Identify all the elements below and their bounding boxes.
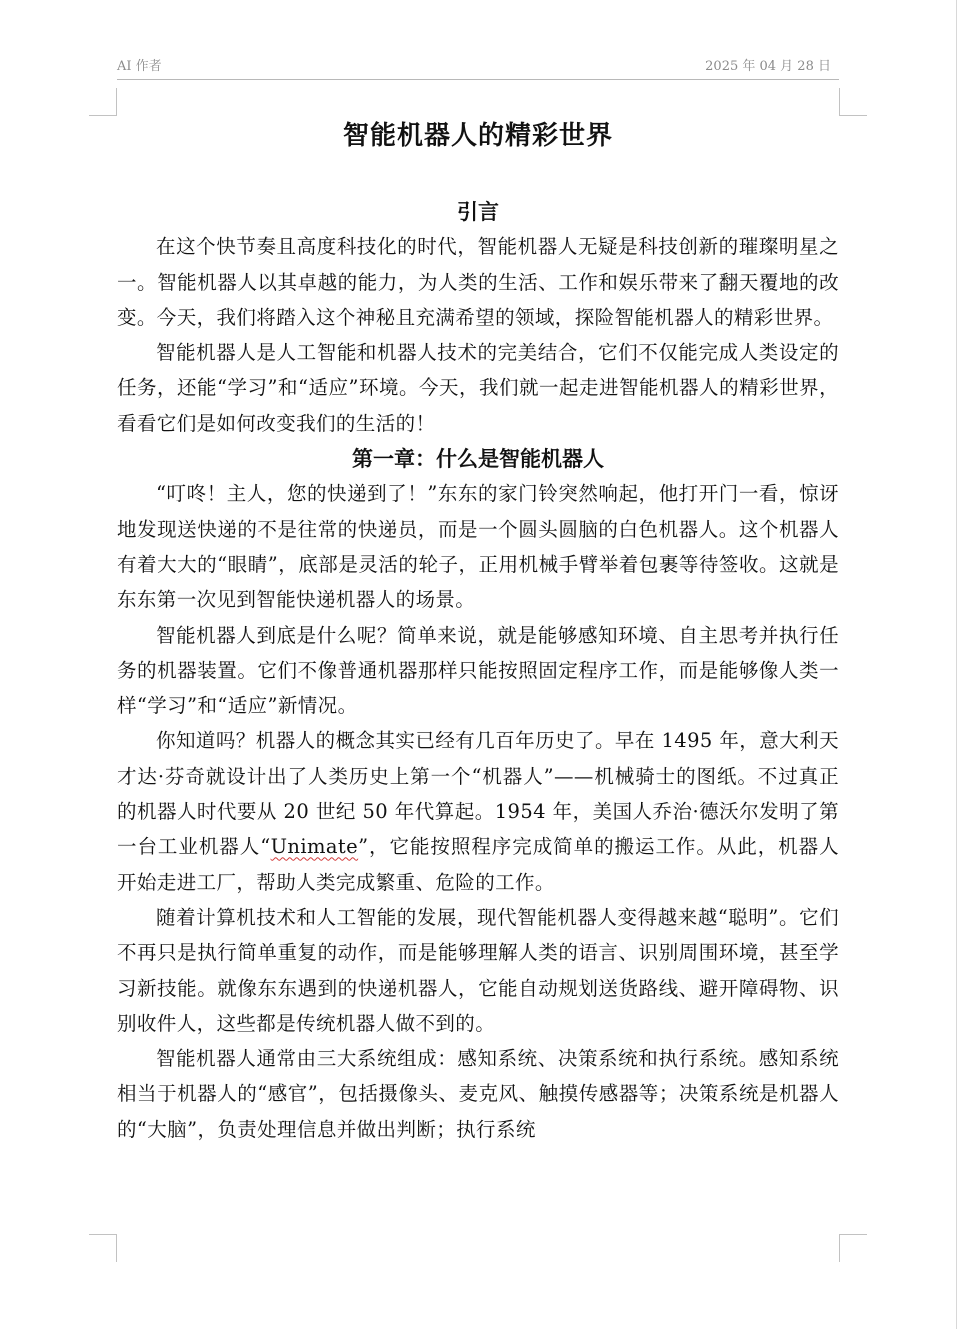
history-text-after: ”，它能按照程序完成简单的搬运工作。从此，机器人开始走进工厂，帮助人类完成繁重、危险的工作。 (117, 835, 839, 894)
chapter-paragraph: “叮咚！主人，您的快递到了！”东东的家门铃突然响起，他打开门一看，惊讶地发现送快递的不是往常的快递员，而是一个圆头圆脑的白色机器人。这个机器人有着大大的“眼睛”，底部是灵活的轮子，正用机械手臂举着包裹等待签收。这就是东东第一次见到智能快递机器人的场景。 (117, 482, 839, 612)
chapter-paragraph: 智能机器人到底是什么呢？简单来说，就是能够感知环境、自主思考并执行任务的机器装置。它们不像普通机器那样只能按照固定程序工作，而是能够像人类一样“学习”和“适应”新情况。 (117, 623, 839, 718)
intro-paragraph: 智能机器人是人工智能和机器人技术的完美结合，它们不仅能完成人类设定的任务，还能“学习”和“适应”环境。今天，我们就一起走进智能机器人的精彩世界，看看它们是如何改变我们的生活的！ (117, 341, 839, 435)
chapter-heading: 第一章：什么是智能机器人 (352, 446, 604, 472)
document-title: 智能机器人的精彩世界 (342, 121, 613, 151)
spellcheck-term[interactable]: Unimate (270, 835, 359, 859)
header-author: AI 作者 (117, 59, 162, 74)
margin-corner-bottom-right (839, 1234, 867, 1262)
margin-corner-top-right (839, 88, 867, 116)
header-divider (117, 79, 839, 80)
intro-paragraph: 在这个快节奏且高度科技化的时代，智能机器人无疑是科技创新的璀璨明星之一。智能机器人以其卓越的能力，为人类的生活、工作和娱乐带来了翻天覆地的改变。今天，我们将踏入这个神秘且充满希望的领域，探险智能机器人的精彩世界。 (117, 235, 839, 329)
history-paragraph (117, 723, 839, 899)
history-text-before: 你知道吗？机器人的概念其实已经有几百年历史了。早在 1495 年，意大利天才达·芬奇就设计出了人类历史上第一个“机器人”——机械骑士的图纸。不过真正的机器人时代要从 20 世纪 50 年代算起。1954 年，美国人乔治·德沃尔发明了第一台工业机器人“ (117, 729, 839, 859)
margin-corner-bottom-left (89, 1234, 117, 1262)
header-date: 2025 年 04 月 28 日 (705, 59, 831, 74)
intro-heading: 引言 (457, 199, 499, 224)
chapter-paragraph: 随着计算机技术和人工智能的发展，现代智能机器人变得越来越“聪明”。它们不再只是执行简单重复的动作，而是能够理解人类的语言、识别周围环境，甚至学习新技能。就像东东遇到的快递机器人，它能自动规划送货路线、避开障碍物、识别收件人，这些都是传统机器人做不到的。 (117, 905, 839, 1035)
margin-corner-top-left (89, 88, 117, 116)
document-body[interactable] (117, 112, 839, 1230)
chapter-paragraph: 智能机器人通常由三大系统组成：感知系统、决策系统和执行系统。感知系统相当于机器人的“感官”，包括摄像头、麦克风、触摸传感器等；决策系统是机器人的“大脑”，负责处理信息并做出判断；执行系统 (117, 1047, 839, 1141)
